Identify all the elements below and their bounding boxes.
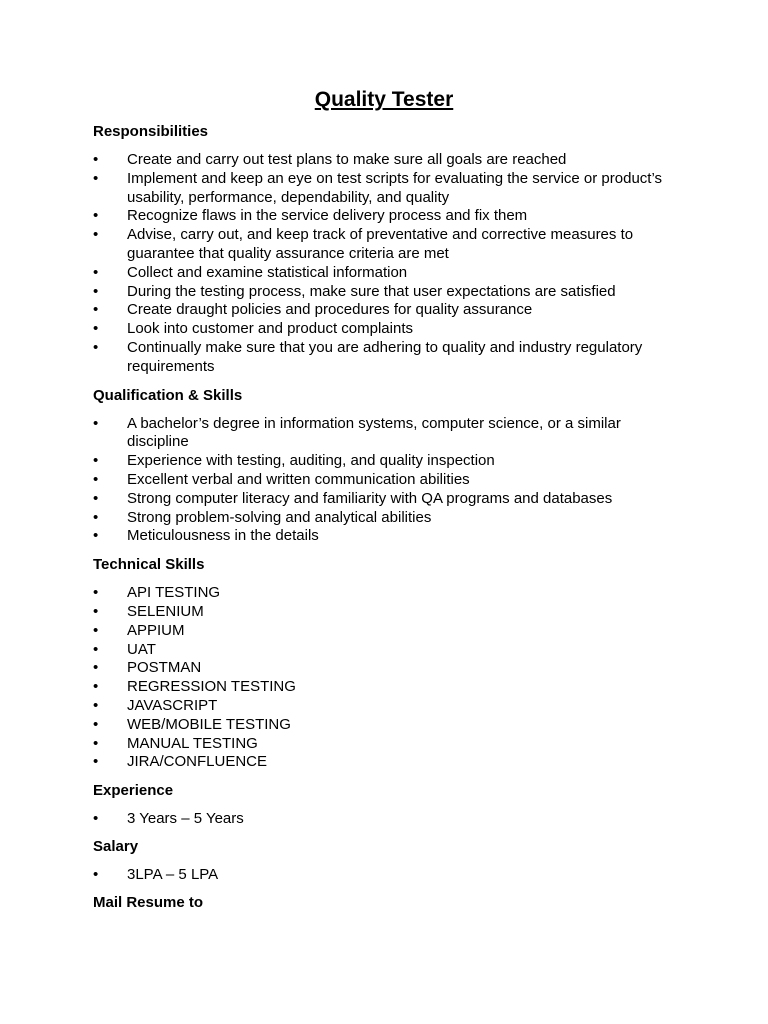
list-item <box>93 584 683 603</box>
bullet-icon: • <box>93 734 99 752</box>
list-item-text: Advise, carry out, and keep track of preventative and corrective measures to guarantee that quality assurance criteria are met <box>127 226 634 262</box>
list-item-text: SELENIUM <box>127 602 204 620</box>
list-item-text: Strong problem-solving and analytical abilities <box>127 508 432 526</box>
bullet-icon: • <box>93 338 99 356</box>
bullet-icon: • <box>93 678 99 696</box>
list-item <box>93 622 683 641</box>
list-item-text: Experience with testing, auditing, and quality inspection <box>127 452 495 470</box>
bullet-icon: • <box>93 527 99 545</box>
bullet-icon: • <box>93 320 99 338</box>
page-title: Quality Tester <box>314 88 454 111</box>
bullet-icon: • <box>93 282 99 300</box>
bullet-icon: • <box>93 470 99 488</box>
list-item <box>93 490 683 509</box>
list-item-text: UAT <box>127 640 156 658</box>
bullet-icon: • <box>93 301 99 319</box>
list-item <box>93 207 683 226</box>
list-item-text: Continually make sure that you are adhering to quality and industry regulatory requirements <box>127 338 643 375</box>
responsibilities-heading: Responsibilities <box>93 123 209 140</box>
list-item-text: During the testing process, make sure that user expectations are satisfied <box>127 282 616 300</box>
bullet-icon: • <box>93 151 99 168</box>
list-item-text: REGRESSION TESTING <box>127 678 296 696</box>
list-item <box>93 509 683 528</box>
list-item-text: 3 Years – 5 Years <box>127 810 244 828</box>
list-item <box>93 320 683 339</box>
list-item-text: MANUAL TESTING <box>127 734 258 752</box>
list-item-text: Meticulousness in the details <box>127 527 319 545</box>
bullet-icon: • <box>93 263 99 281</box>
bullet-icon: • <box>93 810 99 828</box>
list-item <box>93 866 683 885</box>
list-item-text: Strong computer literacy and familiarity with QA programs and databases <box>127 489 613 507</box>
list-item <box>93 264 683 283</box>
list-item-text: JIRA/CONFLUENCE <box>127 753 268 771</box>
technical-skills-heading: Technical Skills <box>93 556 205 574</box>
list-item-text: 3LPA – 5 LPA <box>127 865 219 883</box>
list-item-text: A bachelor’s degree in information systems, computer science, or a similar discipline <box>127 414 621 451</box>
bullet-icon: • <box>93 696 99 714</box>
bullet-icon: • <box>93 414 99 432</box>
list-item-text: Create draught policies and procedures for quality assurance <box>127 301 533 319</box>
list-item-text: APPIUM <box>127 621 185 639</box>
list-item <box>93 697 683 716</box>
bullet-icon: • <box>93 659 99 677</box>
list-item <box>93 415 683 453</box>
list-item <box>93 452 683 471</box>
list-item <box>93 339 683 377</box>
bullet-icon: • <box>93 602 99 620</box>
experience-heading: Experience <box>93 782 174 800</box>
bullet-icon: • <box>93 640 99 658</box>
list-item-text: API TESTING <box>127 584 221 602</box>
list-item <box>93 471 683 490</box>
bullet-icon: • <box>93 865 99 883</box>
mail-resume-heading: Mail Resume to <box>93 893 204 911</box>
bullet-icon: • <box>93 508 99 526</box>
bullet-icon: • <box>93 753 99 771</box>
list-item <box>93 641 683 660</box>
list-item-text: POSTMAN <box>127 659 202 677</box>
list-item-text: Look into customer and product complaints <box>127 320 413 338</box>
list-item-text: Excellent verbal and written communication abilities <box>127 470 470 488</box>
salary-heading: Salary <box>93 837 139 855</box>
list-item-text: WEB/MOBILE TESTING <box>127 715 291 733</box>
bullet-icon: • <box>93 715 99 733</box>
bullet-icon: • <box>93 226 99 244</box>
list-item <box>93 678 683 697</box>
responsibilities-list <box>93 151 683 377</box>
list-item <box>93 659 683 678</box>
experience-list <box>93 810 683 829</box>
list-item-text: Implement and keep an eye on test scripts for evaluating the service or product’s usability, performance, dependability, and quality <box>127 169 663 206</box>
list-item <box>93 735 683 754</box>
bullet-icon: • <box>93 489 99 507</box>
list-item <box>93 753 683 772</box>
qualifications-heading: Qualification & Skills <box>93 386 243 404</box>
list-item <box>93 170 683 208</box>
bullet-icon: • <box>93 584 99 602</box>
list-item-text: Create and carry out test plans to make sure all goals are reached <box>127 151 567 168</box>
list-item <box>93 527 683 546</box>
salary-list <box>93 866 683 885</box>
list-item <box>93 603 683 622</box>
list-item <box>93 283 683 302</box>
bullet-icon: • <box>93 452 99 470</box>
technical-skills-list <box>93 584 683 772</box>
bullet-icon: • <box>93 621 99 639</box>
list-item <box>93 716 683 735</box>
list-item-text: Recognize flaws in the service delivery process and fix them <box>127 207 528 225</box>
list-item <box>93 810 683 829</box>
list-item-text: Collect and examine statistical information <box>127 263 408 281</box>
bullet-icon: • <box>93 169 99 187</box>
list-item-text: JAVASCRIPT <box>127 696 218 714</box>
list-item <box>93 301 683 320</box>
qualifications-list <box>93 415 683 547</box>
list-item <box>93 151 683 170</box>
list-item <box>93 226 683 264</box>
bullet-icon: • <box>93 207 99 225</box>
document-body <box>93 122 683 913</box>
